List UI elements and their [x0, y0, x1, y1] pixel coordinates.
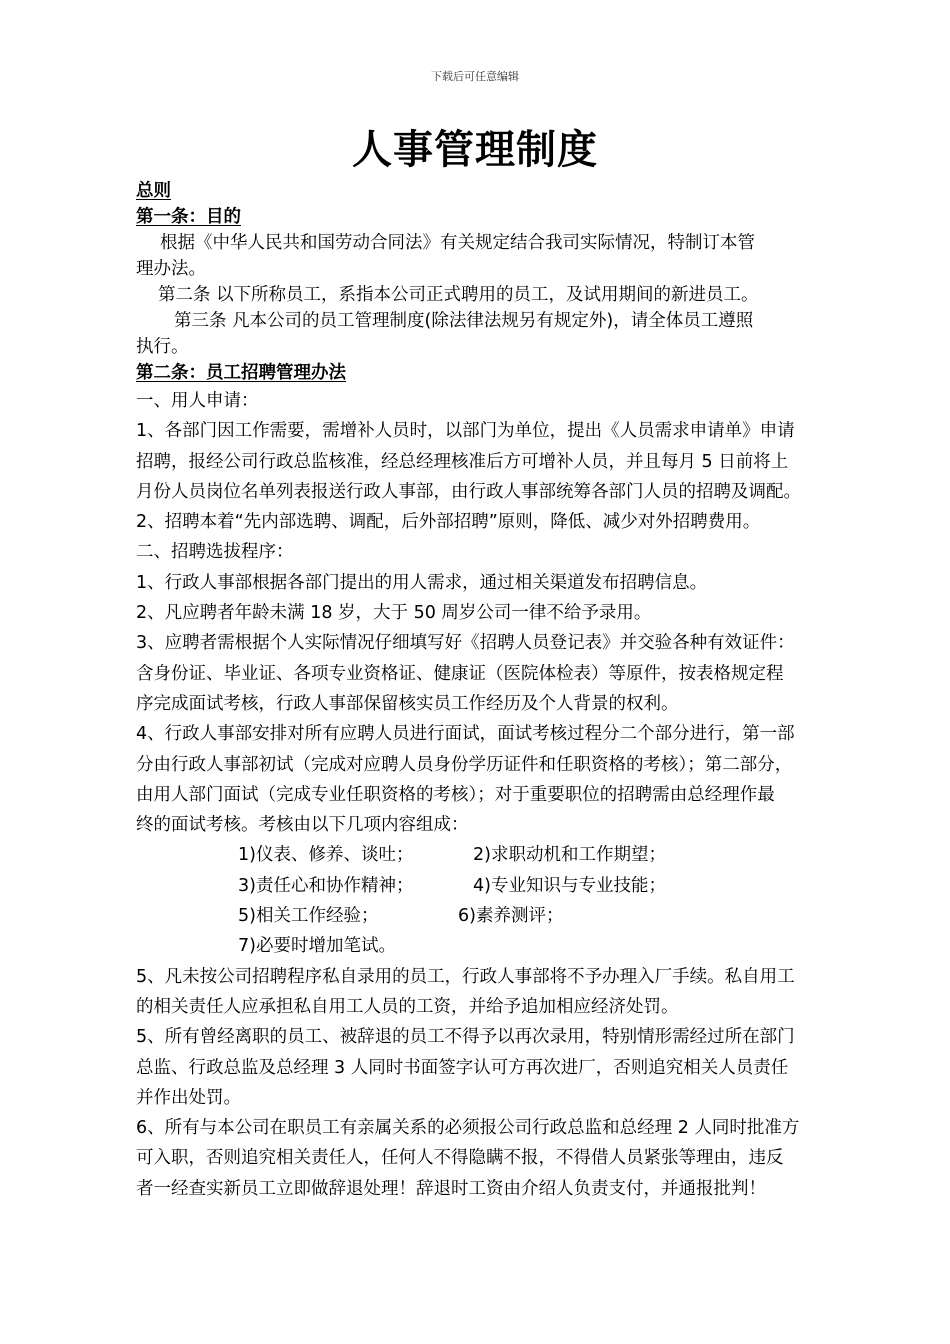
list-item-line: 5、所有曾经离职的员工、被辞退的员工不得予以再次录用，特别情形需经过所在部门 — [136, 1027, 795, 1048]
list-item-line: 可入职，否则追究相关责任人，任何人不得隐瞒不报，不得借人员紧张等理由，违反 — [136, 1148, 784, 1169]
criteria-item: 5)相关工作经验； — [238, 906, 379, 927]
list-item-line: 1、行政人事部根据各部门提出的用人需求，通过相关渠道发布招聘信息。 — [136, 572, 708, 593]
criteria-item: 1)仪表、修养、谈吐； — [238, 845, 414, 866]
list-item-line: 的相关责任人应承担私自用工人员的工资，并给予追加相应经济处罚。 — [136, 996, 679, 1017]
list-item-line: 招聘，报经公司行政总监核准，经总经理核准后方可增补人员，并且每月 5 日前将上 — [136, 451, 789, 472]
paragraph-line: 执行。 — [136, 337, 189, 357]
list-item-line: 者一经查实新员工立即做辞退处理！辞退时工资由介绍人负责支付，并通报批判！ — [136, 1178, 766, 1199]
criteria-row — [136, 901, 866, 931]
paragraph-line: 根据《中华人民共和国劳动合同法》有关规定结合我司实际情况，特制订本管 — [160, 233, 755, 253]
criteria-item: 2)求职动机和工作期望； — [473, 845, 666, 866]
list-item-line: 2、招聘本着“先内部选聘、调配，后外部招聘”原则，降低、减少对外招聘费用。 — [136, 512, 761, 533]
document-body — [136, 178, 866, 1204]
list-item-line: 序完成面试考核，行政人事部保留核实员工作经历及个人背景的权利。 — [136, 693, 679, 714]
paragraph-line: 第三条 凡本公司的员工管理制度(除法律法规另有规定外)，请全体员工遵照 — [174, 311, 754, 331]
list-item-line: 终的面试考核。考核由以下几项内容组成： — [136, 815, 469, 836]
criteria-item: 6)素养测评； — [458, 906, 564, 927]
list-item-line: 由用人部门面试（完成专业任职资格的考核）；对于重要职位的招聘需由总经理作最 — [136, 784, 775, 805]
paragraph-line: 第二条 以下所称员工，系指本公司正式聘用的员工，及试用期间的新进员工。 — [158, 285, 759, 305]
list-item-line: 分由行政人事部初试（完成对应聘人员身份学历证件和任职资格的考核）；第二部分， — [136, 754, 793, 775]
section-heading-general: 总则 — [136, 181, 171, 201]
list-item-line: 6、所有与本公司在职员工有亲属关系的必须报公司行政总监和总经理 2 人同时批准方 — [136, 1118, 800, 1139]
article-1-heading: 第一条：目的 — [136, 207, 241, 227]
article-2-heading: 第二条：员工招聘管理办法 — [136, 363, 346, 383]
list-item-line: 1、各部门因工作需要，需增补人员时，以部门为单位，提出《人员需求申请单》申请 — [136, 421, 795, 442]
criteria-row — [136, 871, 866, 901]
subsection-heading: 一、用人申请： — [136, 391, 259, 411]
subsection-heading: 二、招聘选拔程序： — [136, 542, 294, 563]
list-item-line: 并作出处罚。 — [136, 1087, 241, 1108]
list-item-line: 3、应聘者需根据个人实际情况仔细填写好《招聘人员登记表》并交验各种有效证件： — [136, 633, 795, 654]
list-item-line: 4、行政人事部安排对所有应聘人员进行面试，面试考核过程分二个部分进行，第一部 — [136, 724, 795, 745]
document-title: 人事管理制度 — [352, 127, 598, 173]
list-item-line: 总监、行政总监及总经理 3 人同时书面签字认可方再次进厂，否则追究相关人员责任 — [136, 1057, 789, 1078]
criteria-item: 7)必要时增加笔试。 — [238, 936, 396, 957]
criteria-row — [136, 840, 866, 870]
criteria-item: 3)责任心和协作精神； — [238, 875, 414, 896]
list-item-line: 月份人员岗位名单列表报送行政人事部，由行政人事部统筹各部门人员的招聘及调配。 — [136, 481, 801, 502]
criteria-item: 4)专业知识与专业技能； — [473, 875, 666, 896]
criteria-row — [136, 931, 866, 961]
header-note: 下载后可任意编辑 — [431, 70, 519, 83]
list-item-line: 2、凡应聘者年龄未满 18 岁，大于 50 周岁公司一律不给予录用。 — [136, 603, 652, 624]
list-item-line: 含身份证、毕业证、各项专业资格证、健康证（医院体检表）等原件，按表格规定程 — [136, 663, 784, 684]
paragraph-line: 理办法。 — [136, 259, 206, 279]
list-item-line: 5、凡未按公司招聘程序私自录用的员工，行政人事部将不予办理入厂手续。私自用工 — [136, 966, 795, 987]
